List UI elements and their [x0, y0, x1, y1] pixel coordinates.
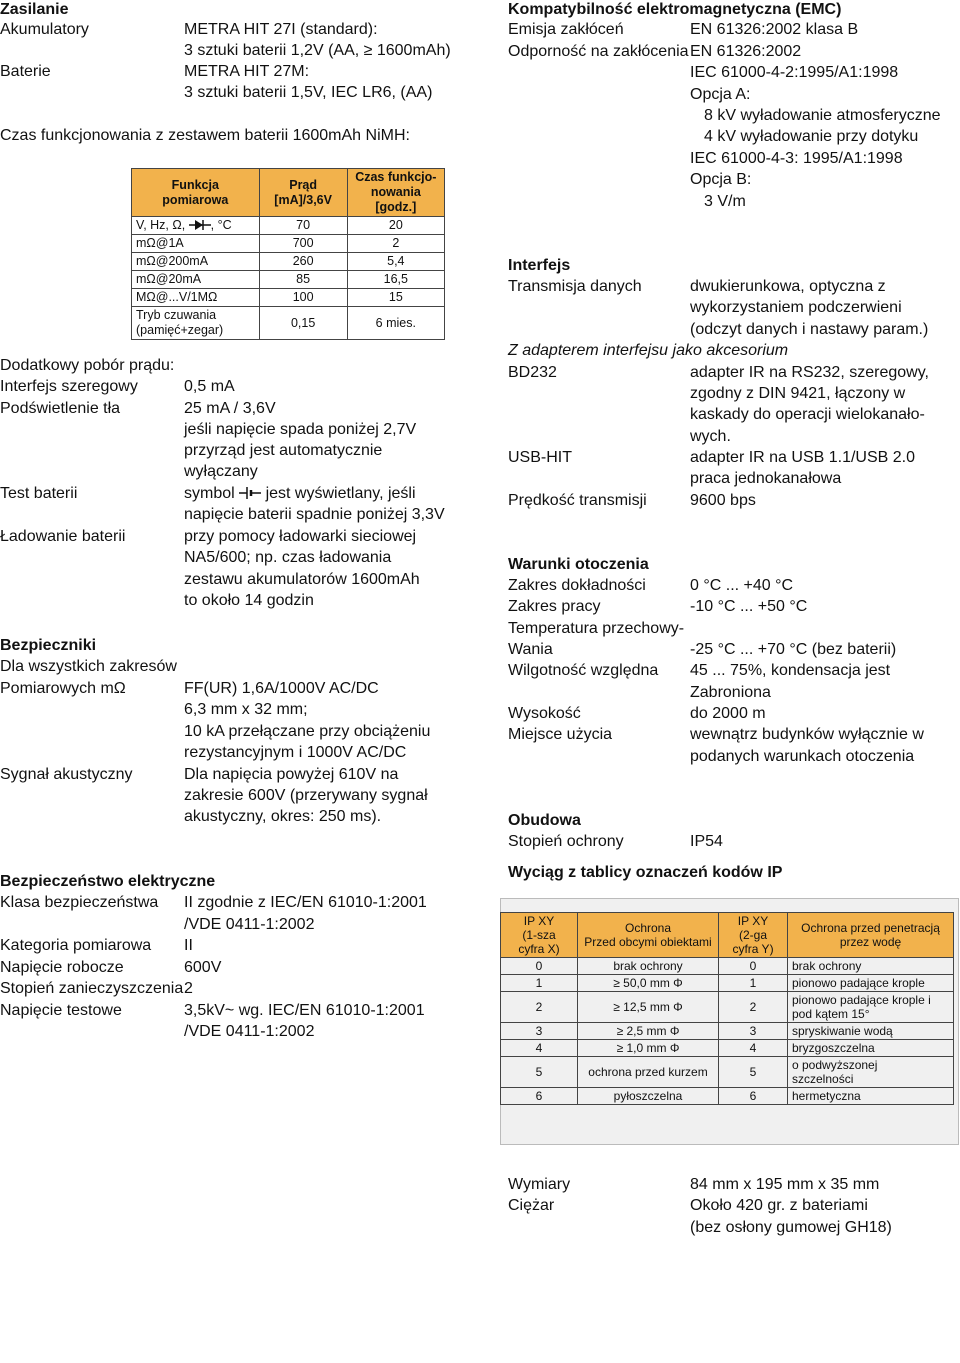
- section-title-obudowa: Obudowa: [508, 812, 581, 829]
- podswietlenie-note: przyrząd jest automatycznie: [184, 442, 383, 459]
- power-current: 100: [259, 289, 347, 307]
- water-line: o podwyższonej: [792, 1058, 878, 1072]
- ciezar-label: Ciężar: [508, 1197, 555, 1214]
- power-table: [131, 168, 445, 340]
- ip-y: 2: [719, 992, 788, 1023]
- odpornosc-value: EN 61326:2002: [690, 43, 802, 60]
- czas-funkcjonowania-label: Czas funkcjonowania z zestawem baterii 1600mAh NiMH:: [0, 127, 410, 144]
- ip-x: 3: [501, 1023, 578, 1040]
- emisja-label: Emisja zakłóceń: [508, 21, 624, 38]
- ip-header-water: [788, 913, 954, 958]
- bd232-value: zgodny z DIN 9421, łączony w: [690, 385, 906, 402]
- ip-water: [788, 1057, 954, 1088]
- ladowanie-value: zestawu akumulatorów 1600mAh: [184, 571, 420, 588]
- table-row: [501, 1088, 954, 1105]
- ip-protection: ≥ 50,0 mm Φ: [578, 975, 719, 992]
- table-row: [132, 253, 445, 271]
- baterie-value-2: 3 sztuki baterii 1,5V, IEC LR6, (AA): [184, 84, 433, 101]
- section-title-emc: Kompatybilność elektromagnetyczna (EMC): [508, 1, 842, 18]
- ip-water: hermetyczna: [788, 1088, 954, 1105]
- warunki-value: 0 °C ... +40 °C: [690, 577, 794, 594]
- test-baterii-value-2: napięcie baterii spadnie poniżej 3,3V: [184, 506, 445, 523]
- table-row: [501, 1023, 954, 1040]
- header-line: [mA]/3,6V: [274, 192, 332, 207]
- table-row: [501, 1057, 954, 1088]
- klasa-value-2: /VDE 0411-1:2002: [184, 916, 315, 933]
- bd232-label: BD232: [508, 364, 557, 381]
- table-row: [501, 1040, 954, 1057]
- akumulatory-label: Akumulatory: [0, 21, 89, 38]
- header-line: Funkcja: [171, 177, 219, 192]
- header-line: pomiarowa: [162, 192, 229, 207]
- warunki-label: Zakres pracy: [508, 598, 601, 615]
- ip-x: 5: [501, 1057, 578, 1088]
- warunki-label: Wysokość: [508, 705, 581, 722]
- header-line: Prąd: [289, 177, 318, 192]
- adapter-title: Z adapterem interfejsu jako akcesorium: [508, 342, 789, 359]
- power-function: MΩ@...V/1MΩ: [132, 289, 260, 307]
- ip-water: [788, 992, 954, 1023]
- section-title-bezpieczniki: Bezpieczniki: [0, 637, 97, 654]
- warunki-value: -25 °C ... +70 °C (bez baterii): [690, 641, 897, 658]
- emc-line: IEC 61000-4-2:1995/A1:1998: [690, 64, 899, 81]
- interfejs-szeregowy-value: 0,5 mA: [184, 378, 235, 395]
- power-time: 6 mies.: [347, 307, 444, 340]
- emc-line: Opcja B:: [690, 171, 752, 188]
- test-baterii-label: Test baterii: [0, 485, 78, 502]
- usb-value: praca jednokanałowa: [690, 470, 842, 487]
- ip-water: pionowo padające krople: [788, 975, 954, 992]
- diode-icon: [189, 219, 211, 231]
- pomiarowych-value: FF(UR) 1,6A/1000V AC/DC: [184, 680, 379, 697]
- warunki-label: Zakres dokładności: [508, 577, 646, 594]
- pomiarowych-value: 6,3 mm x 32 mm;: [184, 701, 308, 718]
- ip-protection: ≥ 2,5 mm Φ: [578, 1023, 719, 1040]
- stopien-zanieczyszczenia-label: Stopień zanieczyszczenia: [0, 980, 184, 997]
- func-text: V, Hz, Ω,: [136, 218, 189, 232]
- ip-x: 1: [501, 975, 578, 992]
- power-time: 15: [347, 289, 444, 307]
- transmisja-value: (odczyt danych i nastawy param.): [690, 321, 929, 338]
- warunki-label: Wania: [508, 641, 553, 658]
- test-text: symbol: [184, 485, 240, 502]
- ip-water: spryskiwanie wodą: [788, 1023, 954, 1040]
- transmisja-value: wykorzystaniem podczerwieni: [690, 299, 902, 316]
- header-line: Ochrona przed penetracją: [801, 921, 940, 935]
- warunki-label: Wilgotność względna: [508, 662, 659, 679]
- power-table-header-function: [132, 169, 260, 217]
- kategoria-label: Kategoria pomiarowa: [0, 937, 152, 954]
- test-text: jest wyświetlany, jeśli: [261, 485, 416, 502]
- napiecie-testowe-value-2: /VDE 0411-1:2002: [184, 1023, 315, 1040]
- warunki-label: Temperatura przechowy-: [508, 620, 685, 637]
- table-row: [501, 992, 954, 1023]
- ciezar-value-2: (bez osłony gumowej GH18): [690, 1219, 892, 1236]
- water-line: pionowo padające krople i: [792, 993, 931, 1007]
- table-row: [132, 307, 445, 340]
- warunki-value: Zabroniona: [690, 684, 771, 701]
- pomiarowych-label: Pomiarowych mΩ: [0, 680, 126, 697]
- odpornosc-label: Odporność na zakłócenia: [508, 43, 689, 60]
- ip-table: [500, 912, 954, 1105]
- header-line: (2-ga: [738, 928, 767, 942]
- interfejs-szeregowy-label: Interfejs szeregowy: [0, 378, 138, 395]
- power-time: 5,4: [347, 253, 444, 271]
- transmisja-value: dwukierunkowa, optyczna z: [690, 278, 886, 295]
- dodatkowy-title: Dodatkowy pobór prądu:: [0, 357, 175, 374]
- napiecie-robocze-label: Napięcie robocze: [0, 959, 124, 976]
- stopien-ochrony-value: IP54: [690, 833, 723, 850]
- predkosc-label: Prędkość transmisji: [508, 492, 647, 509]
- akumulatory-value: METRA HIT 27I (standard):: [184, 21, 378, 38]
- warunki-value: podanych warunkach otoczenia: [690, 748, 915, 765]
- usb-label: USB-HIT: [508, 449, 572, 466]
- header-line: nowania [godz.]: [370, 185, 421, 214]
- ip-header-y: [719, 913, 788, 958]
- warunki-value: -10 °C ... +50 °C: [690, 598, 808, 615]
- ip-y: 5: [719, 1057, 788, 1088]
- transmisja-label: Transmisja danych: [508, 278, 642, 295]
- ip-protection: ≥ 12,5 mm Φ: [578, 992, 719, 1023]
- emisja-value: EN 61326:2002 klasa B: [690, 21, 859, 38]
- ciezar-value: Około 420 gr. z bateriami: [690, 1197, 868, 1214]
- table-row: [132, 217, 445, 235]
- bezpieczniki-sub: Dla wszystkich zakresów: [0, 658, 177, 675]
- ip-water: brak ochrony: [788, 958, 954, 975]
- sygnal-value: Dla napięcia powyżej 610V na: [184, 766, 399, 783]
- podswietlenie-note: jeśli napięcie spada poniżej 2,7V: [184, 421, 417, 438]
- header-line: IP XY: [523, 914, 555, 928]
- ip-protection: ochrona przed kurzem: [578, 1057, 719, 1088]
- ip-y: 6: [719, 1088, 788, 1105]
- ladowanie-value: to około 14 godzin: [184, 592, 314, 609]
- warunki-value: 45 ... 75%, kondensacja jest: [690, 662, 891, 679]
- header-line: przez wodę: [839, 935, 902, 949]
- test-baterii-value: [184, 484, 416, 503]
- warunki-label: Miejsce użycia: [508, 726, 613, 743]
- battery-icon: [239, 486, 261, 500]
- podswietlenie-value: 25 mA / 3,6V: [184, 400, 276, 417]
- wymiary-label: Wymiary: [508, 1176, 571, 1193]
- power-time: 20: [347, 217, 444, 235]
- water-line: pod kątem 15°: [792, 1007, 870, 1021]
- podswietlenie-note: wyłączany: [184, 463, 258, 480]
- baterie-value: METRA HIT 27M:: [184, 63, 310, 80]
- emc-line: 8 kV wyładowanie atmosferyczne: [704, 107, 941, 124]
- stopien-zanieczyszczenia-value: 2: [184, 980, 193, 997]
- bd232-value: kaskady do operacji wielokanało-: [690, 406, 925, 423]
- pomiarowych-value: 10 kA przełączane przy obciążeniu: [184, 723, 431, 740]
- napiecie-robocze-value: 600V: [184, 959, 222, 976]
- pomiarowych-value: rezystancyjnym i 1000V AC/DC: [184, 744, 407, 761]
- ip-protection: pyłoszczelna: [578, 1088, 719, 1105]
- power-time: 16,5: [347, 271, 444, 289]
- warunki-value: wewnątrz budynków wyłącznie w: [690, 726, 924, 743]
- table-row: [132, 235, 445, 253]
- wymiary-value: 84 mm x 195 mm x 35 mm: [690, 1176, 880, 1193]
- power-current: 0,15: [259, 307, 347, 340]
- power-current: 700: [259, 235, 347, 253]
- power-time: 2: [347, 235, 444, 253]
- section-title-ip-table: Wyciąg z tablicy oznaczeń kodów IP: [508, 864, 783, 881]
- ip-x: 0: [501, 958, 578, 975]
- header-line: cyfra X): [518, 942, 560, 956]
- emc-line: Opcja A:: [690, 86, 751, 103]
- emc-line: 3 V/m: [704, 193, 746, 210]
- power-current: 85: [259, 271, 347, 289]
- ip-y: 3: [719, 1023, 788, 1040]
- ip-protection: ≥ 1,0 mm Φ: [578, 1040, 719, 1057]
- ladowanie-value: przy pomocy ładowarki sieciowej: [184, 528, 417, 545]
- ip-y: 0: [719, 958, 788, 975]
- table-row: [501, 975, 954, 992]
- sygnal-value: akustyczny, okres: 250 ms).: [184, 808, 382, 825]
- header-line: IP XY: [737, 914, 769, 928]
- power-function: mΩ@200mA: [132, 253, 260, 271]
- napiecie-testowe-label: Napięcie testowe: [0, 1002, 122, 1019]
- power-function: mΩ@20mA: [132, 271, 260, 289]
- ip-x: 4: [501, 1040, 578, 1057]
- predkosc-value: 9600 bps: [690, 492, 756, 509]
- emc-line: IEC 61000-4-3: 1995/A1:1998: [690, 150, 903, 167]
- ip-y: 4: [719, 1040, 788, 1057]
- warunki-value: do 2000 m: [690, 705, 766, 722]
- kategoria-value: II: [184, 937, 193, 954]
- power-table-header-time: [347, 169, 444, 217]
- ip-table-header: [501, 913, 954, 958]
- usb-value: adapter IR na USB 1.1/USB 2.0: [690, 449, 916, 466]
- stopien-ochrony-label: Stopień ochrony: [508, 833, 624, 850]
- emc-line: 4 kV wyładowanie przy dotyku: [704, 128, 919, 145]
- ip-water: bryzgoszczelna: [788, 1040, 954, 1057]
- klasa-label: Klasa bezpieczeństwa: [0, 894, 159, 911]
- sygnal-label: Sygnał akustyczny: [0, 766, 133, 783]
- header-line: Czas funkcjo-: [355, 170, 437, 184]
- section-title-zasilanie: Zasilanie: [0, 1, 69, 18]
- baterie-label: Baterie: [0, 63, 51, 80]
- sygnal-value: zakresie 600V (przerywany sygnał: [184, 787, 428, 804]
- table-row: [132, 289, 445, 307]
- func-line: (pamięć+zegar): [136, 323, 224, 337]
- header-line: (1-sza: [522, 928, 556, 942]
- podswietlenie-label: Podświetlenie tła: [0, 400, 121, 417]
- ip-x: 6: [501, 1088, 578, 1105]
- power-function: mΩ@1A: [132, 235, 260, 253]
- ip-header-protection: [578, 913, 719, 958]
- ip-y: 1: [719, 975, 788, 992]
- ip-x: 2: [501, 992, 578, 1023]
- power-function: [132, 217, 260, 235]
- akumulatory-value-2: 3 sztuki baterii 1,2V (AA, ≥ 1600mAh): [184, 42, 451, 59]
- power-current: 260: [259, 253, 347, 271]
- table-row: [132, 271, 445, 289]
- ladowanie-value: NA5/600; np. czas ładowania: [184, 549, 392, 566]
- water-line: szczelności: [792, 1072, 854, 1086]
- header-line: cyfra Y): [732, 942, 774, 956]
- section-title-warunki: Warunki otoczenia: [508, 556, 649, 573]
- power-function: [132, 307, 260, 340]
- section-title-bezpieczenstwo: Bezpieczeństwo elektryczne: [0, 873, 216, 890]
- bd232-value: adapter IR na RS232, szeregowy,: [690, 364, 929, 381]
- ip-protection: brak ochrony: [578, 958, 719, 975]
- table-row: [501, 958, 954, 975]
- section-title-interfejs: Interfejs: [508, 257, 571, 274]
- func-line: Tryb czuwania: [136, 308, 217, 322]
- klasa-value: II zgodnie z IEC/EN 61010-1:2001: [184, 894, 427, 911]
- power-table-header-current: [259, 169, 347, 217]
- ladowanie-label: Ładowanie baterii: [0, 528, 126, 545]
- header-line: Ochrona: [624, 921, 672, 935]
- napiecie-testowe-value: 3,5kV~ wg. IEC/EN 61010-1:2001: [184, 1002, 425, 1019]
- func-text: , °C: [210, 218, 232, 232]
- bd232-value: wych.: [690, 428, 731, 445]
- header-line: Przed obcymi obiektami: [584, 935, 712, 949]
- ip-header-x: [501, 913, 578, 958]
- power-current: 70: [259, 217, 347, 235]
